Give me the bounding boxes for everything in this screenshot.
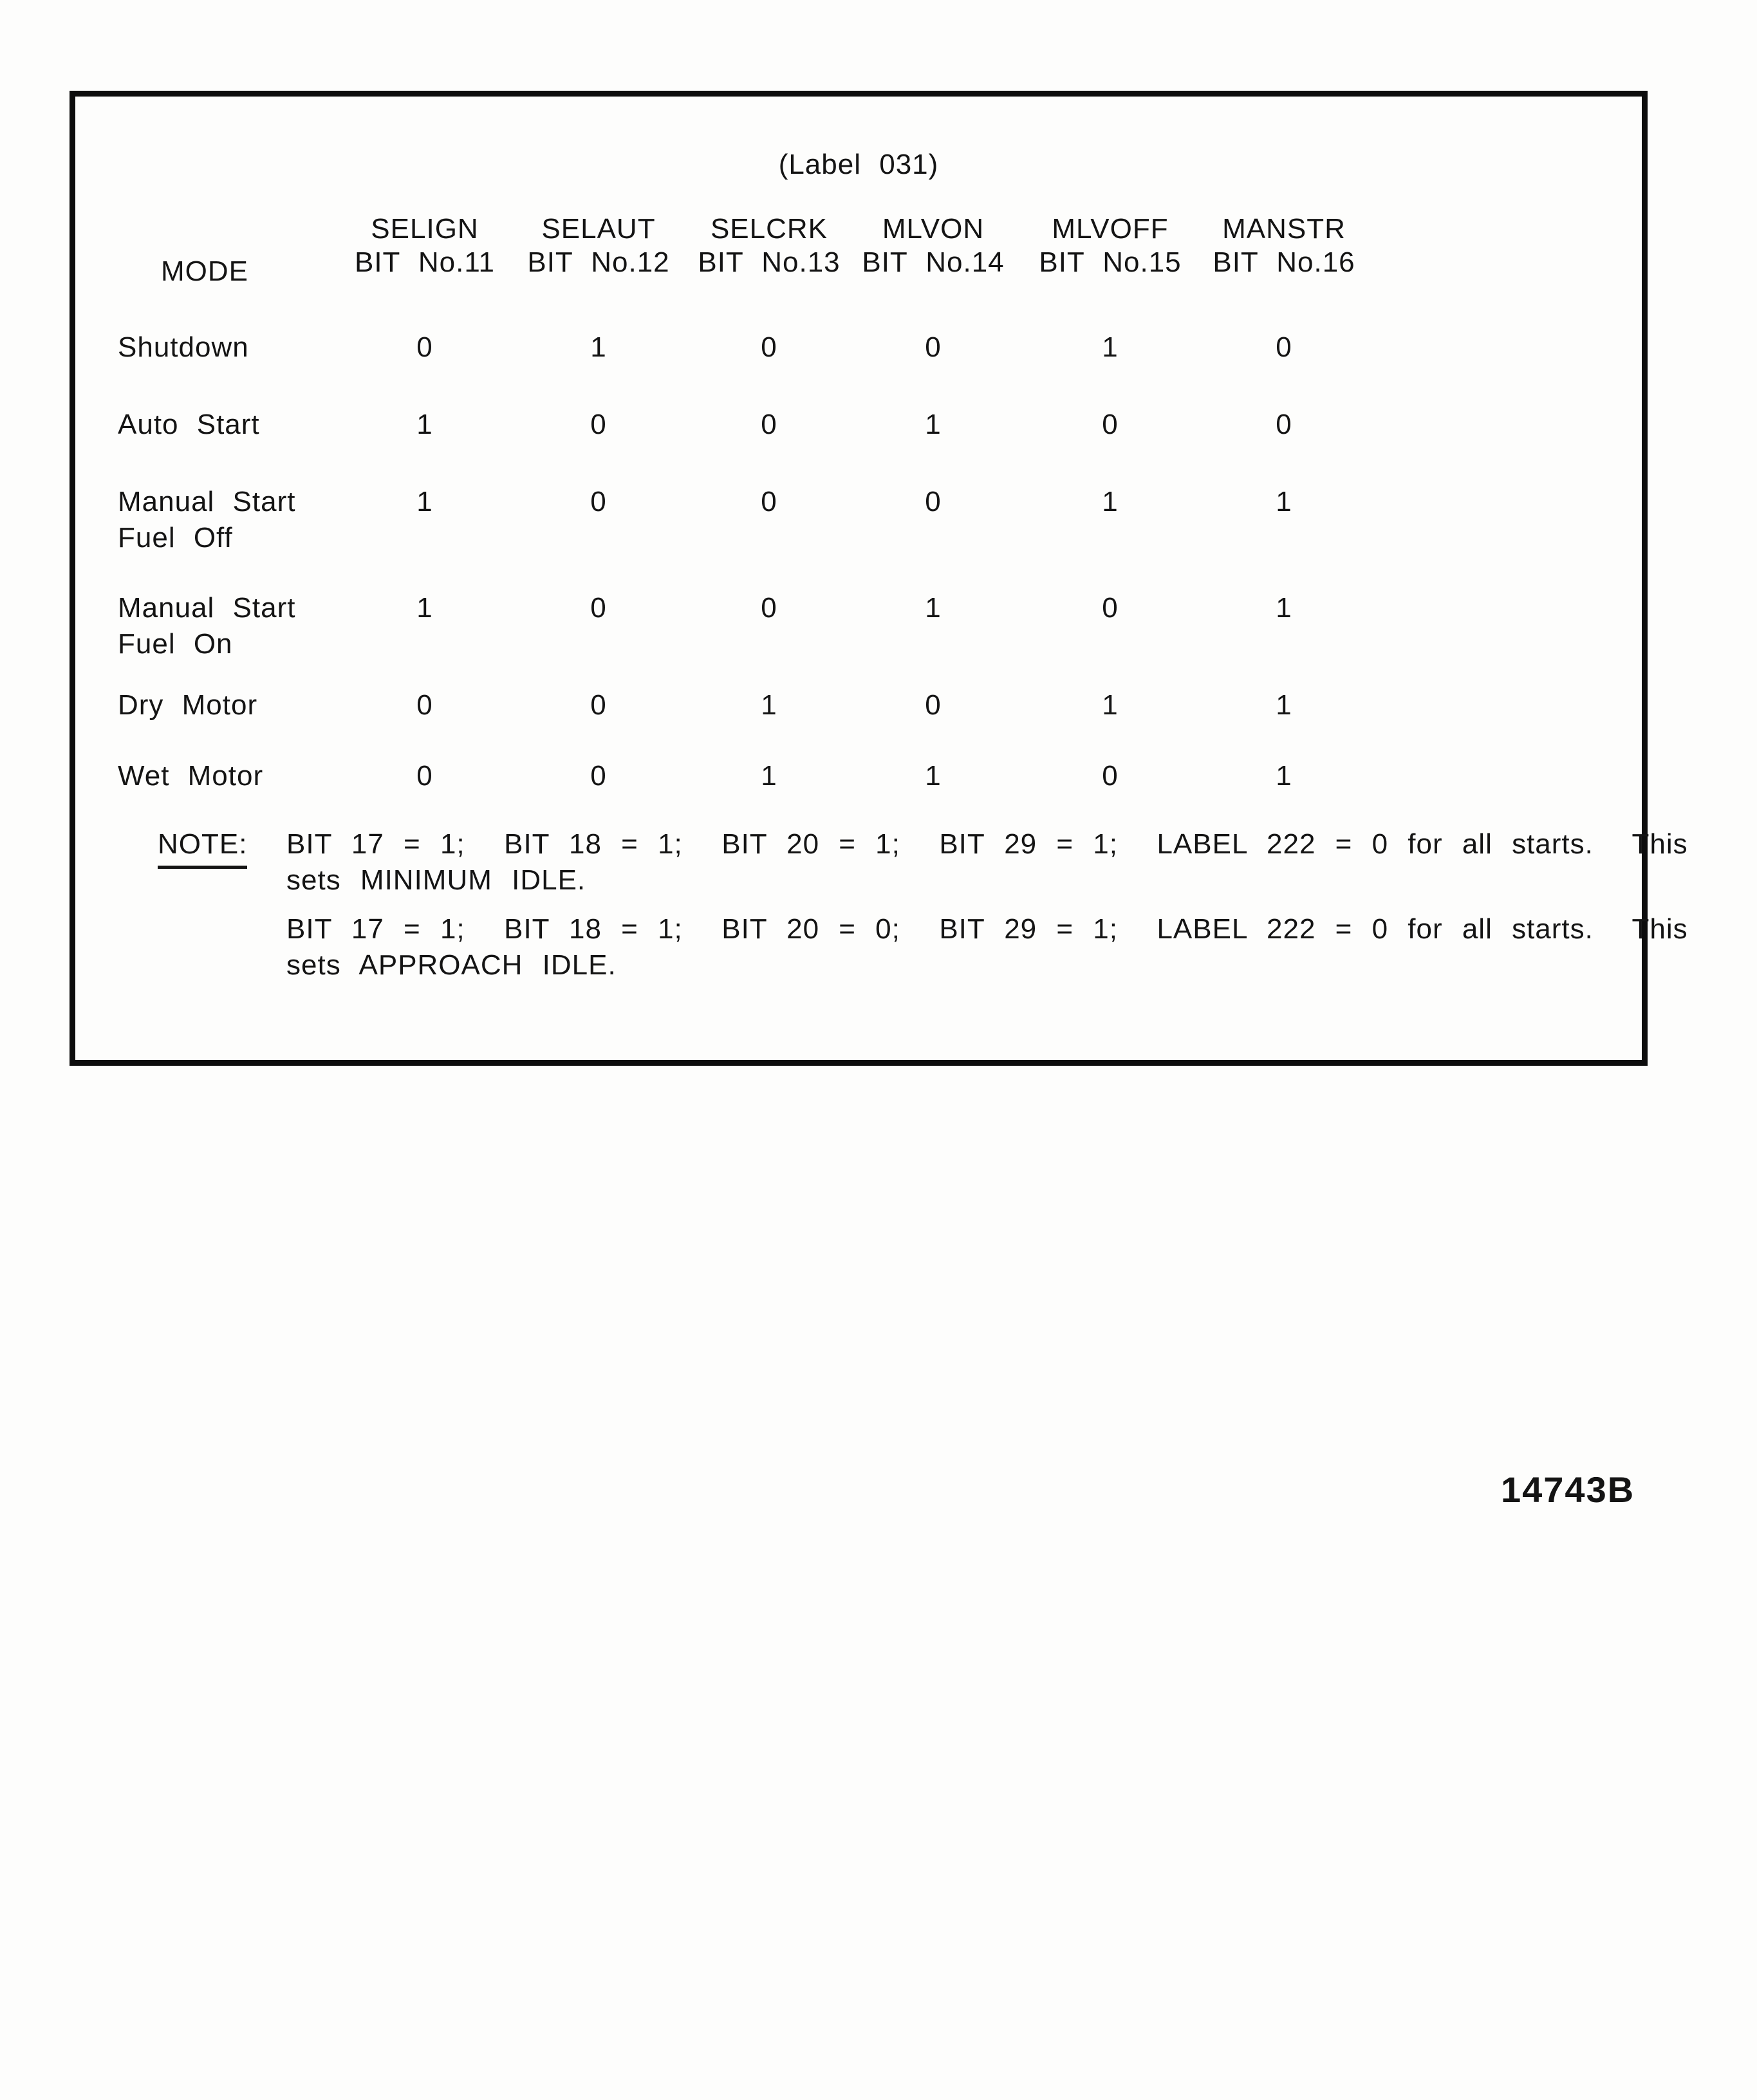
column-signal: MLVON [882, 213, 985, 245]
bit-value: 1 [1102, 689, 1119, 721]
bit-value: 1 [1102, 331, 1119, 363]
bit-value: 1 [1102, 486, 1119, 517]
bit-value: 0 [761, 331, 777, 363]
bit-value: 1 [1276, 760, 1292, 792]
bit-value: 0 [590, 592, 607, 624]
mode-label: Wet Motor [118, 760, 264, 792]
mode-label: Shutdown [118, 331, 249, 363]
column-header-manstr [1175, 212, 1393, 279]
column-signal: MLVOFF [1052, 213, 1169, 245]
bit-value: 0 [1102, 592, 1119, 624]
bit-value: 0 [925, 689, 942, 721]
bit-value: 1 [590, 331, 607, 363]
bit-value: 1 [925, 760, 942, 792]
figure-number: 14743B [1501, 1469, 1635, 1510]
column-signal: SELIGN [371, 213, 479, 245]
bit-value: 0 [590, 409, 607, 440]
mode-label: Manual Start [118, 592, 296, 624]
bit-value: 1 [416, 486, 433, 517]
column-bit: BIT No.12 [527, 246, 670, 278]
column-bit: BIT No.15 [1039, 246, 1182, 278]
bit-value: 0 [590, 486, 607, 517]
bit-value: 1 [1276, 592, 1292, 624]
bit-value: 0 [1276, 331, 1292, 363]
column-bit: BIT No.11 [354, 246, 496, 278]
column-signal: MANSTR [1222, 213, 1346, 245]
mode-label: Dry Motor [118, 689, 258, 721]
note-paragraph1-line2: sets MINIMUM IDLE. [286, 864, 586, 896]
bit-value: 0 [416, 760, 433, 792]
mode-column-header: MODE [161, 256, 248, 287]
column-bit: BIT No.16 [1213, 246, 1355, 278]
bit-value: 0 [590, 689, 607, 721]
note-paragraph1-line1: BIT 17 = 1; BIT 18 = 1; BIT 20 = 1; BIT 29 = 1; LABEL 222 = 0 for all starts. This [286, 828, 1688, 860]
figure-title: (Label 031) [778, 149, 939, 180]
mode-label-line2: Fuel On [118, 628, 233, 660]
bit-value: 1 [925, 592, 942, 624]
column-bit: BIT No.14 [862, 246, 1005, 278]
mode-label: Manual Start [118, 486, 296, 517]
bit-value: 0 [1102, 409, 1119, 440]
bit-value: 0 [416, 689, 433, 721]
bit-value: 0 [416, 331, 433, 363]
mode-label: Auto Start [118, 409, 260, 440]
bit-value: 0 [925, 486, 942, 517]
note-paragraph2-line1: BIT 17 = 1; BIT 18 = 1; BIT 20 = 0; BIT 29 = 1; LABEL 222 = 0 for all starts. This [286, 913, 1688, 945]
column-bit: BIT No.13 [698, 246, 841, 278]
mode-label-line2: Fuel Off [118, 522, 233, 553]
note-paragraph2-line2: sets APPROACH IDLE. [286, 949, 617, 981]
note-label-wrap [158, 828, 247, 869]
bit-value: 1 [416, 409, 433, 440]
bit-value: 0 [1276, 409, 1292, 440]
bit-value: 0 [761, 486, 777, 517]
bit-value: 1 [761, 689, 777, 721]
bit-value: 0 [1102, 760, 1119, 792]
column-signal: SELAUT [541, 213, 656, 245]
bit-value: 0 [925, 331, 942, 363]
bit-value: 1 [1276, 689, 1292, 721]
column-signal: SELCRK [710, 213, 828, 245]
bit-value: 1 [416, 592, 433, 624]
bit-value: 1 [761, 760, 777, 792]
bit-value: 0 [590, 760, 607, 792]
bit-value: 1 [1276, 486, 1292, 517]
bit-value: 0 [761, 592, 777, 624]
bit-value: 0 [761, 409, 777, 440]
note-label: NOTE: [158, 828, 247, 869]
bit-value: 1 [925, 409, 942, 440]
